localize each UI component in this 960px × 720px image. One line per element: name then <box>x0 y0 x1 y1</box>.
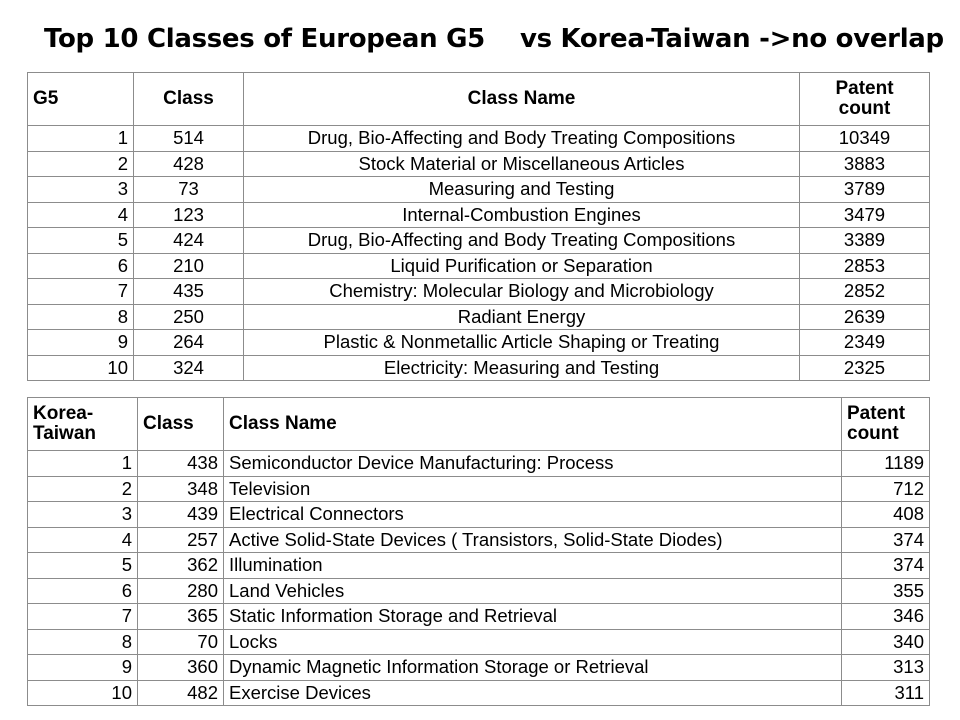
class-cell: 280 <box>138 578 224 604</box>
table-header-row <box>28 398 930 451</box>
header-class-name: Class Name <box>224 398 842 451</box>
class-name-cell: Stock Material or Miscellaneous Articles <box>244 151 800 177</box>
table-row <box>28 604 930 630</box>
rank-cell: 8 <box>28 629 138 655</box>
header-count-line1: Patent <box>847 403 906 424</box>
header-class: Class <box>138 398 224 451</box>
g5-classes-table <box>27 72 930 381</box>
rank-cell: 2 <box>28 151 134 177</box>
class-name-cell: Electrical Connectors <box>224 502 842 528</box>
rank-cell: 9 <box>28 655 138 681</box>
class-cell: 264 <box>134 330 244 356</box>
class-name-cell: Television <box>224 476 842 502</box>
rank-cell: 7 <box>28 279 134 305</box>
patent-count-cell: 374 <box>842 527 930 553</box>
patent-count-cell: 3389 <box>800 228 930 254</box>
class-cell: 424 <box>134 228 244 254</box>
header-class-name: Class Name <box>244 73 800 126</box>
patent-count-cell: 408 <box>842 502 930 528</box>
rank-cell: 9 <box>28 330 134 356</box>
class-cell: 70 <box>138 629 224 655</box>
class-name-cell: Drug, Bio-Affecting and Body Treating Compositions <box>244 228 800 254</box>
table-row <box>28 451 930 477</box>
patent-count-cell: 355 <box>842 578 930 604</box>
class-name-cell: Liquid Purification or Separation <box>244 253 800 279</box>
rank-cell: 10 <box>28 355 134 381</box>
korea-taiwan-classes-table <box>27 397 930 706</box>
table-row <box>28 553 930 579</box>
class-cell: 210 <box>134 253 244 279</box>
table-row <box>28 279 930 305</box>
table-row <box>28 355 930 381</box>
table-header-row <box>28 73 930 126</box>
patent-count-cell: 2853 <box>800 253 930 279</box>
rank-cell: 5 <box>28 228 134 254</box>
rank-cell: 1 <box>28 451 138 477</box>
patent-count-cell: 1189 <box>842 451 930 477</box>
header-patent-count <box>842 398 930 451</box>
class-cell: 435 <box>134 279 244 305</box>
class-name-cell: Plastic & Nonmetallic Article Shaping or Treating <box>244 330 800 356</box>
table-row <box>28 655 930 681</box>
rank-cell: 3 <box>28 502 138 528</box>
header-class: Class <box>134 73 244 126</box>
table-row <box>28 126 930 152</box>
class-cell: 73 <box>134 177 244 203</box>
patent-count-cell: 340 <box>842 629 930 655</box>
class-name-cell: Electricity: Measuring and Testing <box>244 355 800 381</box>
class-name-cell: Exercise Devices <box>224 680 842 706</box>
rank-cell: 8 <box>28 304 134 330</box>
table-row <box>28 680 930 706</box>
header-count-line2: count <box>838 98 891 119</box>
header-count-line1: Patent <box>835 78 894 99</box>
patent-count-cell: 3479 <box>800 202 930 228</box>
class-name-cell: Chemistry: Molecular Biology and Microbiology <box>244 279 800 305</box>
patent-count-cell: 3789 <box>800 177 930 203</box>
class-cell: 250 <box>134 304 244 330</box>
table-row <box>28 202 930 228</box>
table-row <box>28 502 930 528</box>
header-patent-count <box>800 73 930 126</box>
page-title: Top 10 Classes of European G5 vs Korea-Taiwan ->no overlap <box>44 24 944 54</box>
header-group <box>28 398 138 451</box>
table-row <box>28 578 930 604</box>
header-group-line1: Korea- <box>33 403 94 424</box>
table-row <box>28 629 930 655</box>
class-cell: 365 <box>138 604 224 630</box>
patent-count-cell: 346 <box>842 604 930 630</box>
rank-cell: 6 <box>28 578 138 604</box>
table-row <box>28 177 930 203</box>
class-name-cell: Semiconductor Device Manufacturing: Process <box>224 451 842 477</box>
rank-cell: 10 <box>28 680 138 706</box>
patent-count-cell: 2349 <box>800 330 930 356</box>
class-name-cell: Active Solid-State Devices ( Transistors, Solid-State Diodes) <box>224 527 842 553</box>
class-cell: 439 <box>138 502 224 528</box>
class-cell: 362 <box>138 553 224 579</box>
patent-count-cell: 2639 <box>800 304 930 330</box>
class-cell: 348 <box>138 476 224 502</box>
table-row <box>28 151 930 177</box>
class-cell: 360 <box>138 655 224 681</box>
rank-cell: 4 <box>28 202 134 228</box>
patent-count-cell: 311 <box>842 680 930 706</box>
header-group-line2: Taiwan <box>33 423 96 444</box>
patent-count-cell: 3883 <box>800 151 930 177</box>
class-cell: 514 <box>134 126 244 152</box>
patent-count-cell: 313 <box>842 655 930 681</box>
rank-cell: 2 <box>28 476 138 502</box>
class-cell: 324 <box>134 355 244 381</box>
patent-count-cell: 374 <box>842 553 930 579</box>
class-name-cell: Static Information Storage and Retrieval <box>224 604 842 630</box>
class-name-cell: Internal-Combustion Engines <box>244 202 800 228</box>
table-row <box>28 304 930 330</box>
table-row <box>28 330 930 356</box>
header-count-line2: count <box>847 423 899 444</box>
patent-count-cell: 2852 <box>800 279 930 305</box>
class-cell: 123 <box>134 202 244 228</box>
table-row <box>28 527 930 553</box>
class-name-cell: Measuring and Testing <box>244 177 800 203</box>
class-name-cell: Illumination <box>224 553 842 579</box>
patent-count-cell: 2325 <box>800 355 930 381</box>
rank-cell: 4 <box>28 527 138 553</box>
class-cell: 482 <box>138 680 224 706</box>
table-row <box>28 253 930 279</box>
patent-count-cell: 10349 <box>800 126 930 152</box>
rank-cell: 3 <box>28 177 134 203</box>
class-cell: 257 <box>138 527 224 553</box>
table-row <box>28 228 930 254</box>
rank-cell: 5 <box>28 553 138 579</box>
header-group: G5 <box>28 73 134 126</box>
table-row <box>28 476 930 502</box>
rank-cell: 7 <box>28 604 138 630</box>
class-cell: 428 <box>134 151 244 177</box>
class-name-cell: Drug, Bio-Affecting and Body Treating Compositions <box>244 126 800 152</box>
class-cell: 438 <box>138 451 224 477</box>
class-name-cell: Land Vehicles <box>224 578 842 604</box>
class-name-cell: Locks <box>224 629 842 655</box>
rank-cell: 1 <box>28 126 134 152</box>
rank-cell: 6 <box>28 253 134 279</box>
class-name-cell: Dynamic Magnetic Information Storage or Retrieval <box>224 655 842 681</box>
patent-count-cell: 712 <box>842 476 930 502</box>
class-name-cell: Radiant Energy <box>244 304 800 330</box>
